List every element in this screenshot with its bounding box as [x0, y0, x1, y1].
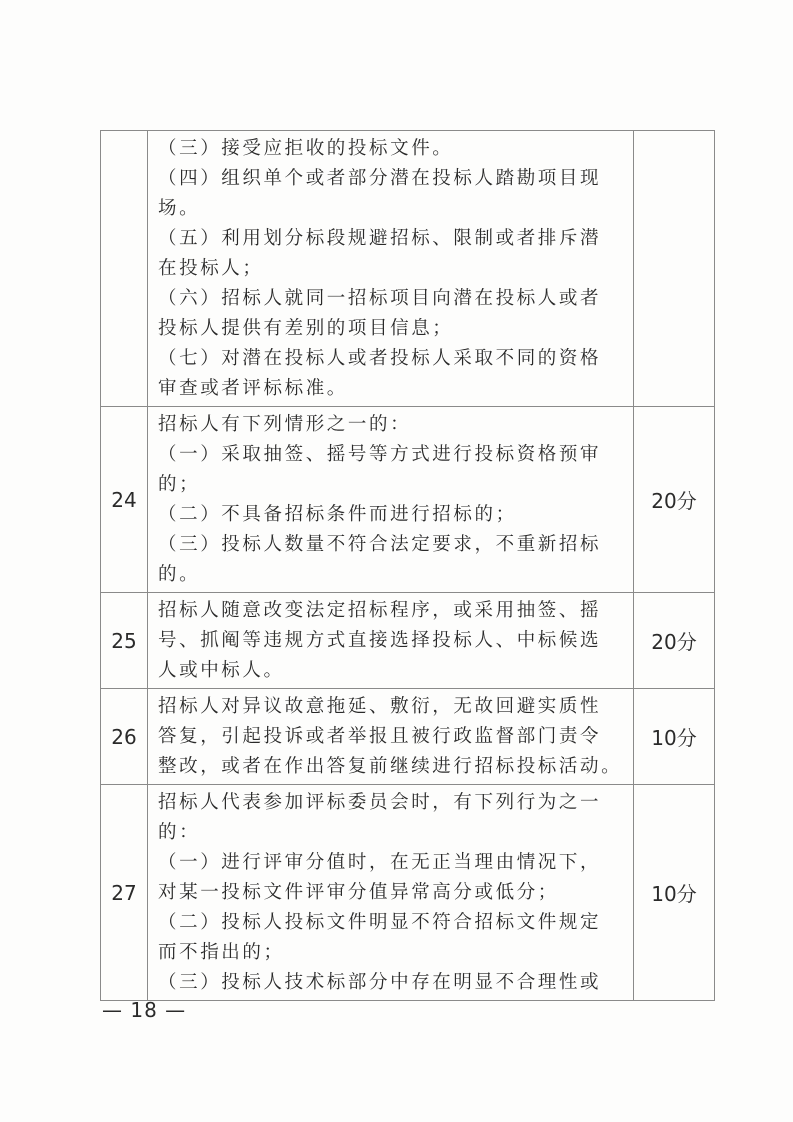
description-line: （二）不具备招标条件而进行招标的；: [158, 504, 517, 525]
description-line: 招标人随意改变法定招标程序，或采用抽签、摇: [158, 600, 602, 621]
description-line: （一）进行评审分值时，在无正当理由情况下，: [158, 852, 602, 873]
description-line: 的：: [158, 822, 201, 843]
description-line: 的。: [158, 564, 201, 585]
description-line: （五）利用划分标段规避招标、限制或者排斥潜: [158, 228, 602, 249]
row-score: [634, 131, 715, 407]
description-line: 招标人对异议故意拖延、敷衍，无故回避实质性: [158, 696, 602, 717]
row-score: 20分: [634, 407, 715, 593]
table-row: [101, 785, 715, 1001]
description-line: （三）投标人数量不符合法定要求，不重新招标: [158, 534, 602, 555]
row-score: 10分: [634, 689, 715, 785]
table-row: [101, 689, 715, 785]
description-line: 招标人代表参加评标委员会时，有下列行为之一: [158, 792, 602, 813]
description-line: （六）招标人就同一招标项目向潜在投标人或者: [158, 288, 602, 309]
row-description: [148, 131, 634, 407]
page-number: — 18 —: [102, 998, 187, 1022]
row-description: [148, 689, 634, 785]
row-number: 26: [101, 689, 148, 785]
description-line: 审查或者评标标准。: [158, 378, 348, 399]
row-score: 10分: [634, 785, 715, 1001]
description-line: （一）采取抽签、摇号等方式进行投标资格预审: [158, 444, 602, 465]
description-line: 在投标人；: [158, 258, 264, 279]
description-line: 招标人有下列情形之一的：: [158, 414, 412, 435]
description-line: （四）组织单个或者部分潜在投标人踏勘项目现: [158, 168, 602, 189]
row-number: 27: [101, 785, 148, 1001]
description-line: 对某一投标文件评审分值异常高分或低分；: [158, 882, 559, 903]
table-row: [101, 593, 715, 689]
row-description: [148, 407, 634, 593]
row-number: [101, 131, 148, 407]
description-line: 而不指出的；: [158, 942, 285, 963]
description-line: 号、抓阄等违规方式直接选择投标人、中标候选: [158, 630, 602, 651]
description-line: （三）接受应拒收的投标文件。: [158, 138, 454, 159]
table-row: [101, 131, 715, 407]
row-number: 24: [101, 407, 148, 593]
description-line: （二）投标人投标文件明显不符合招标文件规定: [158, 912, 602, 933]
row-score: 20分: [634, 593, 715, 689]
scoring-table: [100, 130, 715, 1001]
row-number: 25: [101, 593, 148, 689]
description-line: 场。: [158, 198, 201, 219]
table-row: [101, 407, 715, 593]
description-line: 人或中标人。: [158, 660, 285, 681]
description-line: 的；: [158, 474, 201, 495]
table-body: [101, 131, 715, 1001]
row-description: [148, 593, 634, 689]
description-line: 整改，或者在作出答复前继续进行招标投标活动。: [158, 756, 623, 777]
row-description: [148, 785, 634, 1001]
description-line: （七）对潜在投标人或者投标人采取不同的资格: [158, 348, 602, 369]
description-line: （三）投标人技术标部分中存在明显不合理性或: [158, 972, 602, 993]
description-line: 投标人提供有差别的项目信息；: [158, 318, 454, 339]
description-line: 答复，引起投诉或者举报且被行政监督部门责令: [158, 726, 602, 747]
